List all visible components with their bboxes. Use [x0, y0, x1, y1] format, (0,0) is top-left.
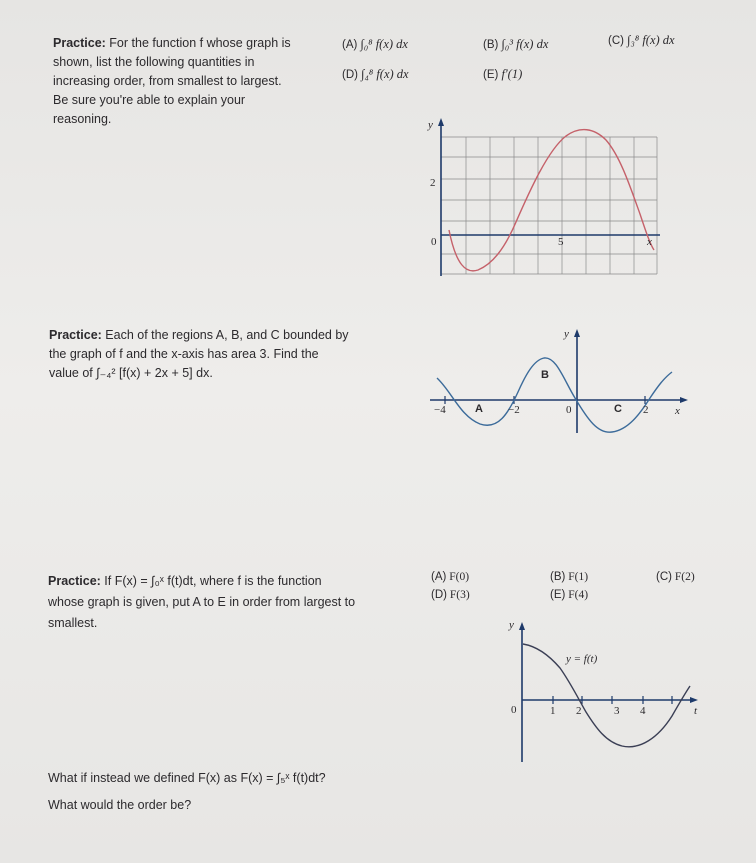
followup-text: [48, 765, 326, 819]
problem2-region-c: C: [614, 403, 622, 415]
problem2-tick-neg4: −4: [434, 404, 446, 416]
problem3-line1: If F(x) = ∫₀ˣ f(t)dt, where f is the function: [104, 574, 322, 588]
problem2-line3: value of ∫₋₄² [f(x) + 2x + 5] dx.: [49, 366, 213, 380]
problem3-curve-label: y = f(t): [566, 653, 598, 665]
problem2-line2: the graph of f and the x-axis has area 3. Find the: [49, 347, 319, 361]
problem3-line2: whose graph is given, put A to E in order from largest to: [48, 595, 356, 609]
problem1-label: Practice:: [53, 36, 106, 50]
problem3-y-label: y: [509, 619, 514, 631]
problem3-tick-3: 3: [614, 705, 620, 717]
problem1-x-label: x: [647, 236, 652, 248]
problem3-x-label: t: [694, 705, 698, 717]
problem1-choice-e: (E) f′(1): [483, 67, 523, 81]
problem1-line2: shown, list the following quantities in: [53, 55, 255, 69]
problem1-choice-b: (B) ∫₀³ f(x) dx: [483, 37, 549, 51]
problem3-choice-b: (B) F(1): [550, 571, 589, 583]
problem3-choice-c: (C) F(2): [656, 571, 695, 583]
problem1-line4: Be sure you're able to explain your: [53, 93, 246, 107]
problem3-curve: [523, 644, 690, 747]
problem3-choice-d: (D) F(3): [431, 589, 470, 601]
problem1-choice-c: (C) ∫₃⁸ f(x) dx: [608, 33, 675, 47]
problem3-x-arrow: [690, 697, 698, 703]
problem1-choice-a: (A) ∫₀⁸ f(x) dx: [342, 37, 408, 51]
problem2-y-label: y: [564, 328, 569, 340]
problem2-origin: 0: [566, 404, 572, 416]
followup-line2: What would the order be?: [48, 798, 192, 812]
problem3-tick-4: 4: [640, 705, 646, 717]
problem3-choice-a: (A) F(0): [431, 571, 470, 583]
problem2-x-label: x: [675, 405, 680, 417]
problem3-origin: 0: [511, 704, 517, 716]
problem2-label: Practice:: [49, 328, 102, 342]
problem1-line5: reasoning.: [53, 112, 112, 126]
problem1-tick-2: 2: [430, 177, 436, 189]
problem3-tick-1: 1: [550, 705, 556, 717]
problem1-choice-d: (D) ∫₄⁸ f(x) dx: [342, 67, 409, 81]
problem3-tick-2: 2: [576, 705, 582, 717]
problem1-line1: For the function f whose graph is: [109, 36, 291, 50]
problem2-tick-2: 2: [643, 404, 649, 416]
problem3-choice-e: (E) F(4): [550, 589, 589, 601]
problem3-y-arrow: [519, 622, 525, 630]
problem1-origin: 0: [431, 236, 437, 248]
problem2-line1: Each of the regions A, B, and C bounded by: [105, 328, 349, 342]
problem2-tick-neg2: −2: [508, 404, 520, 416]
followup-line1: What if instead we defined F(x) as F(x) = ∫₅ˣ f(t)dt?: [48, 771, 326, 785]
problem3-line3: smallest.: [48, 616, 98, 630]
problem2-region-a: A: [475, 403, 483, 415]
problem3-label: Practice:: [48, 574, 101, 588]
problem2-region-b: B: [541, 369, 549, 381]
problem1-tick-5: 5: [558, 236, 564, 248]
problem1-y-label: y: [428, 119, 433, 131]
problem1-line3: increasing order, from smallest to largest.: [53, 74, 282, 88]
